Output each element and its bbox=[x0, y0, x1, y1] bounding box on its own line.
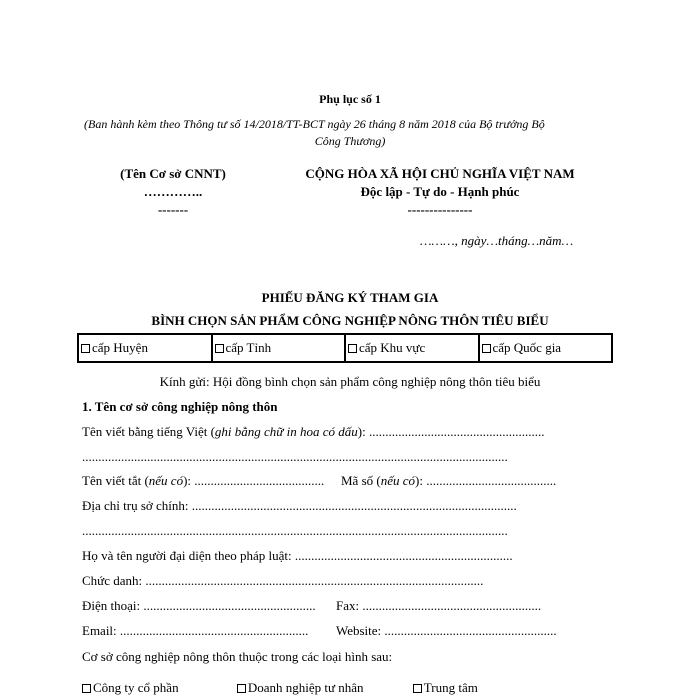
name-vn-field[interactable] bbox=[82, 424, 544, 440]
code-field[interactable] bbox=[341, 473, 556, 489]
website-dots: ..................................................... bbox=[384, 623, 557, 638]
short-name-field[interactable] bbox=[82, 473, 324, 489]
date-line: ………, ngày…tháng…năm… bbox=[420, 233, 574, 248]
type-option-private-enterprise[interactable] bbox=[237, 680, 364, 696]
job-title-label: Chức danh: bbox=[82, 573, 146, 588]
type-option-label: Công ty cổ phần bbox=[93, 680, 179, 695]
type-option-label: Doanh nghiệp tư nhân bbox=[247, 680, 364, 695]
fax-field[interactable] bbox=[336, 598, 541, 614]
website-field[interactable] bbox=[336, 623, 557, 639]
address-dots-line2[interactable]: ................................................................................................................................... bbox=[82, 523, 508, 538]
code-label: Mã số ( bbox=[341, 473, 381, 488]
motto: Độc lập - Tự do - Hạnh phúc bbox=[360, 184, 520, 199]
address-label: Địa chỉ trụ sở chính: bbox=[82, 498, 192, 513]
level-option-region[interactable] bbox=[346, 335, 480, 361]
business-type-options bbox=[82, 680, 478, 697]
type-option-center[interactable] bbox=[413, 680, 478, 696]
level-option-district[interactable] bbox=[79, 335, 213, 361]
checkbox[interactable] bbox=[82, 684, 91, 693]
appendix-subtitle-line2: Công Thương) bbox=[314, 134, 386, 148]
representative-label: Họ và tên người đại diện theo pháp luật: bbox=[82, 548, 295, 563]
name-vn-hint: ghi bằng chữ in hoa có dấu bbox=[214, 424, 358, 439]
code-hint: nếu có bbox=[380, 473, 416, 488]
business-type-label: Cơ sở công nghiệp nông thôn thuộc trong các loại hình sau: bbox=[82, 649, 393, 664]
level-option-province[interactable] bbox=[213, 335, 347, 361]
name-vn-close: ): bbox=[357, 424, 369, 439]
representative-dots: ................................................................... bbox=[294, 548, 513, 563]
job-title-dots: ........................................................................................................ bbox=[145, 573, 484, 588]
name-vn-dots: ...................................................... bbox=[368, 424, 545, 439]
motto-dashes: --------------- bbox=[407, 202, 473, 217]
checkbox[interactable] bbox=[215, 344, 224, 353]
level-label: cấp Khu vực bbox=[359, 340, 426, 355]
org-dashes: ------- bbox=[157, 202, 189, 217]
checkbox[interactable] bbox=[348, 344, 357, 353]
org-name: (Tên Cơ sở CNNT) bbox=[120, 166, 226, 181]
short-name-close: ): bbox=[183, 473, 195, 488]
checkbox[interactable] bbox=[81, 344, 90, 353]
level-label: cấp Huyện bbox=[92, 340, 148, 355]
fax-dots: ....................................................... bbox=[362, 598, 542, 613]
code-dots: ........................................ bbox=[426, 473, 557, 488]
level-selection-table bbox=[77, 333, 613, 363]
level-option-national[interactable] bbox=[480, 335, 612, 361]
address-dots: .................................................................................................... bbox=[191, 498, 517, 513]
country-name: CỘNG HÒA XÃ HỘI CHỦ NGHĨA VIỆT NAM bbox=[305, 166, 575, 181]
representative-field[interactable] bbox=[82, 548, 513, 564]
code-close: ): bbox=[415, 473, 427, 488]
appendix-title: Phụ lục số 1 bbox=[319, 92, 381, 106]
address-field[interactable] bbox=[82, 498, 517, 514]
name-vn-dots-line2[interactable]: ................................................................................................................................... bbox=[82, 449, 508, 464]
email-dots: .......................................................... bbox=[119, 623, 309, 638]
job-title-field[interactable] bbox=[82, 573, 483, 589]
type-option-joint-stock[interactable] bbox=[82, 680, 179, 696]
phone-dots: ..................................................... bbox=[143, 598, 316, 613]
short-name-label: Tên viết tắt ( bbox=[82, 473, 149, 488]
short-name-hint: nếu có bbox=[148, 473, 184, 488]
phone-field[interactable] bbox=[82, 598, 316, 614]
phone-label: Điện thoại: bbox=[82, 598, 144, 613]
short-name-dots: ........................................ bbox=[194, 473, 325, 488]
checkbox[interactable] bbox=[482, 344, 491, 353]
email-label: Email: bbox=[82, 623, 120, 638]
appendix-subtitle-line1: (Ban hành kèm theo Thông tư số 14/2018/TT-BCT ngày 26 tháng 8 năm 2018 của Bộ trưởng Bộ bbox=[84, 117, 545, 131]
type-option-label: Trung tâm bbox=[423, 680, 478, 695]
level-label: cấp Tỉnh bbox=[225, 340, 272, 355]
form-title-line1: PHIẾU ĐĂNG KÝ THAM GIA bbox=[261, 290, 439, 305]
section1-heading: 1. Tên cơ sở công nghiệp nông thôn bbox=[82, 399, 278, 414]
email-field[interactable] bbox=[82, 623, 308, 639]
form-title-line2: BÌNH CHỌN SẢN PHẨM CÔNG NGHIỆP NÔNG THÔN TIÊU BIỂU bbox=[151, 313, 549, 328]
checkbox[interactable] bbox=[413, 684, 422, 693]
name-vn-label: Tên viết bằng tiếng Việt ( bbox=[82, 424, 215, 439]
level-label: cấp Quốc gia bbox=[492, 340, 562, 355]
fax-label: Fax: bbox=[336, 598, 363, 613]
org-dots: ………….. bbox=[143, 184, 203, 199]
website-label: Website: bbox=[336, 623, 385, 638]
checkbox[interactable] bbox=[237, 684, 246, 693]
recipient-line: Kính gửi: Hội đồng bình chọn sản phẩm công nghiệp nông thôn tiêu biểu bbox=[159, 374, 541, 389]
